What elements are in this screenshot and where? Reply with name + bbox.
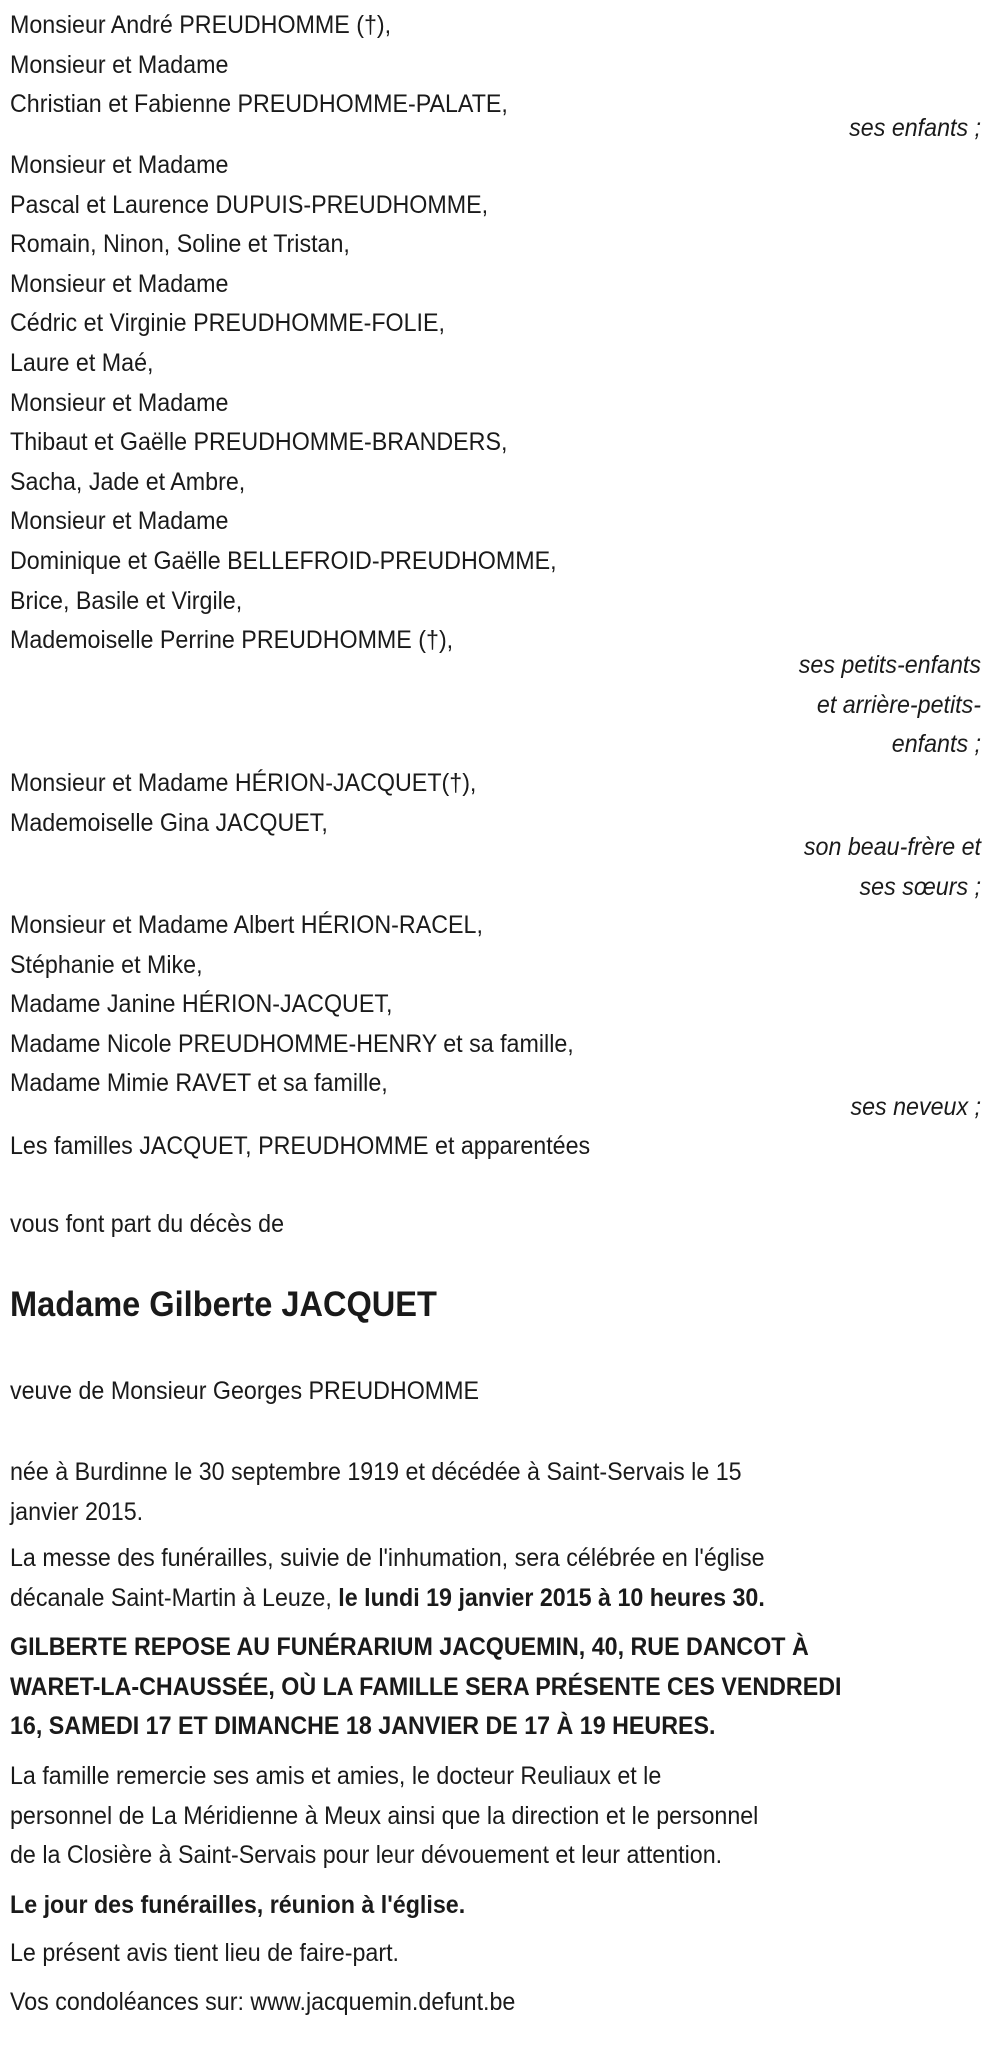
funerarium-info-line: WARET-LA-CHAUSSÉE, OÙ LA FAMILLE SERA PRÉSENTE CES VENDREDI [10,1672,842,1701]
condolences [10,1983,990,2023]
funerarium-info-line: 16, SAMEDI 17 ET DIMANCHE 18 JANVIER DE 17 À 19 HEURES. [10,1712,716,1741]
faire-part-note [10,1934,990,1974]
deceased-name [10,1283,990,1327]
birth-death-line: née à Burdinne le 30 septembre 1919 et décédée à Saint-Servais le 15 [10,1458,742,1486]
meeting-note [10,1886,990,1926]
grandchildren-names-line: Romain, Ninon, Soline et Tristan, [10,230,350,259]
children-names [10,6,990,125]
text: décanale Saint-Martin à Leuze, [10,1583,339,1612]
mass-info [10,1539,990,1618]
grandchildren-label-line: enfants ; [891,730,981,759]
grandchildren-names-line: Sacha, Jade et Ambre, [10,467,246,496]
birth-death-line: janvier 2015. [10,1497,144,1526]
grandchildren-label-line: ses petits-enfants [798,651,981,679]
grandchildren-names-line: Mademoiselle Perrine PREUDHOMME (†), [10,626,454,655]
grandchildren-names-line: Laure et Maé, [10,348,154,377]
grandchildren-names-line: Monsieur et Madame [10,151,229,179]
thanks [10,1757,990,1876]
children-names-line: Christian et Fabienne PREUDHOMME-PALATE, [10,90,508,119]
grandchildren-names-line: Thibaut et Gaëlle PREUDHOMME-BRANDERS, [10,428,508,457]
faire-part-note-line: Le présent avis tient lieu de faire-part. [10,1939,400,1967]
thanks-line: personnel de La Méridienne à Meux ainsi que la direction et le personnel [10,1801,759,1830]
siblings-label [281,828,981,907]
widow-of [10,1372,990,1412]
announcement-line: vous font part du décès de [10,1210,285,1238]
grandchildren-names-line: Monsieur et Madame [10,388,229,417]
grandchildren-names-line: Dominique et Gaëlle BELLEFROID-PREUDHOMME, [10,546,557,575]
grandchildren-names-line: Monsieur et Madame [10,507,229,536]
mass-info-line: La messe des funérailles, suivie de l'inhumation, sera célébrée en l'église [10,1544,765,1572]
nephews-names-line: Madame Mimie RAVET et sa famille, [10,1069,388,1098]
siblings-label-line: son beau-frère et [803,833,981,861]
birth-death [10,1453,990,1532]
mass-info-line [10,1579,921,1619]
deceased-name-line: Madame Gilberte JACQUET [10,1285,437,1324]
families-line: Les familles JACQUET, PREUDHOMME et apparentées [10,1132,591,1160]
condolences-line[interactable]: Vos condoléances sur: www.jacquemin.defunt.be [10,1988,516,2016]
nephews-names-line: Madame Janine HÉRION-JACQUET, [10,990,393,1019]
nephews-names-line: Monsieur et Madame Albert HÉRION-RACEL, [10,911,483,939]
grandchildren-names-line: Pascal et Laurence DUPUIS-PREUDHOMME, [10,190,489,219]
meeting-note-line: Le jour des funérailles, réunion à l'église. [10,1891,466,1919]
children-label-line: ses enfants ; [849,114,981,142]
children-names-line: Monsieur André PREUDHOMME (†), [10,11,392,39]
grandchildren-names-line: Monsieur et Madame [10,269,229,298]
grandchildren-names [10,146,990,661]
grandchildren-names-line: Brice, Basile et Virgile, [10,586,243,615]
funerarium-info [10,1628,990,1747]
children-label [281,109,981,149]
nephews-names-line: Stéphanie et Mike, [10,950,203,979]
thanks-line: La famille remercie ses amis et amies, le docteur Reuliaux et le [10,1762,662,1790]
nephews-label-line: ses neveux ; [850,1093,981,1121]
announcement [10,1205,990,1245]
thanks-line: de la Closière à Saint-Servais pour leur dévouement et leur attention. [10,1841,723,1870]
families [10,1127,990,1167]
grandchildren-label [281,646,981,765]
children-names-line: Monsieur et Madame [10,50,229,79]
emphasized-text: le lundi 19 janvier 2015 à 10 heures 30. [338,1583,765,1612]
grandchildren-label-line: et arrière-petits- [816,690,981,719]
siblings-names-line: Mademoiselle Gina JACQUET, [10,808,328,837]
siblings-label-line: ses sœurs ; [859,872,981,901]
grandchildren-names-line: Cédric et Virginie PREUDHOMME-FOLIE, [10,309,445,338]
funerarium-info-line: GILBERTE REPOSE AU FUNÉRARIUM JACQUEMIN, 40, RUE DANCOT À [10,1633,809,1661]
siblings-names-line: Monsieur et Madame HÉRION-JACQUET(†), [10,769,477,797]
nephews-label [281,1088,981,1128]
nephews-names-line: Madame Nicole PREUDHOMME-HENRY et sa famille, [10,1029,574,1058]
nephews-names [10,906,990,1104]
widow-of-line: veuve de Monsieur Georges PREUDHOMME [10,1377,480,1405]
